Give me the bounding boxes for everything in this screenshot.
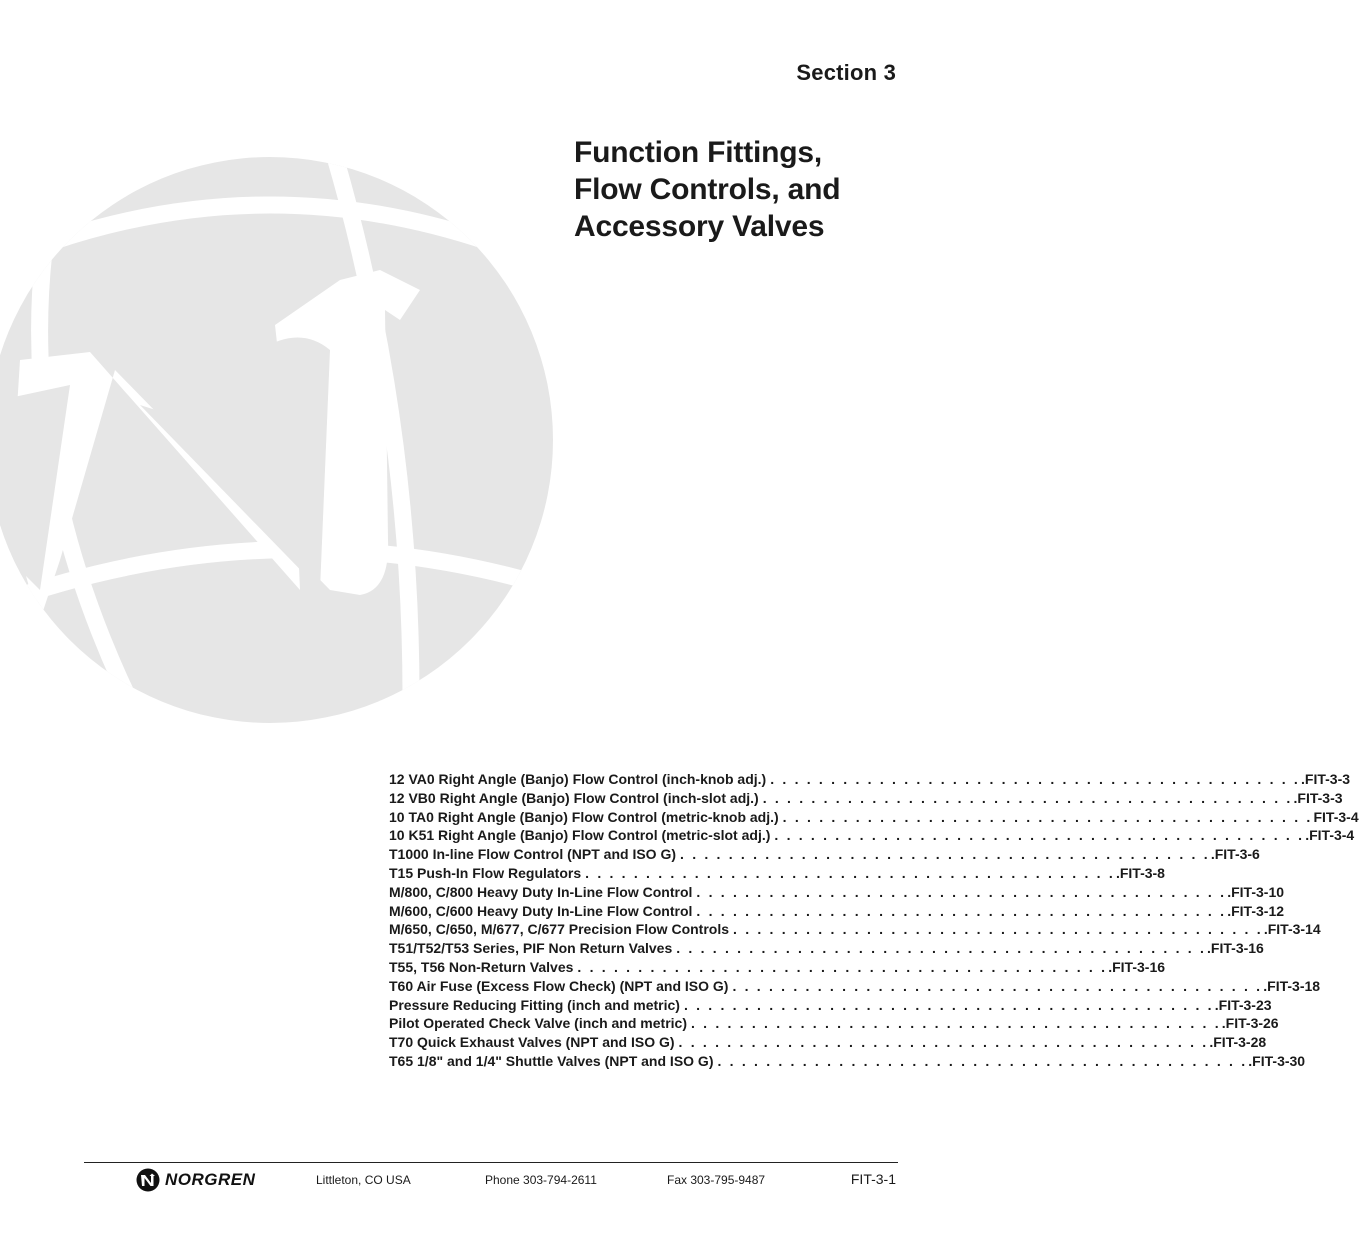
footer-phone: Phone 303-794-2611 <box>485 1173 597 1187</box>
toc-entry <box>389 845 1260 864</box>
toc-entry <box>389 1052 1306 1071</box>
toc-entry-page: .FIT-3-14 <box>1263 921 1321 938</box>
toc-leader-dots: . . . . . . . . . . . . . . . . . . . . . . . . . . . . . . . . . . . . . . . . . . . . <box>762 789 1293 806</box>
toc-leader-dots: . . . . . . . . . . . . . . . . . . . . . . . . . . . . . . . . . . . . . . . . . . . . <box>733 921 1263 938</box>
norgren-logo-icon <box>136 1168 160 1192</box>
toc-entry-title: Pilot Operated Check Valve (inch and metric) <box>389 1015 687 1032</box>
toc-entry-title: 12 VB0 Right Angle (Banjo) Flow Control (inch-slot adj.) <box>389 789 759 806</box>
toc-entry <box>389 902 1285 921</box>
toc-entry-title: T60 Air Fuse (Excess Flow Check) (NPT and ISO G) <box>389 977 729 994</box>
toc-entry-page: FIT-3-4 <box>1313 808 1359 825</box>
toc-entry-page: .FIT-3-12 <box>1227 902 1285 919</box>
toc-entry-page: .FIT-3-30 <box>1248 1052 1306 1069</box>
toc-entry-page: .FIT-3-8 <box>1115 864 1165 881</box>
toc-leader-dots: . . . . . . . . . . . . . . . . . . . . . . . . . . . . . . . . . . . . . . . . . . . . <box>676 940 1207 957</box>
norgren-logo <box>136 1168 255 1192</box>
section-label: Section 3 <box>796 60 896 85</box>
toc-leader-dots: . . . . . . . . . . . . . . . . . . . . . . . . . . . . . . . . . . . . . . . . . . . . <box>770 771 1301 787</box>
toc-entry <box>389 996 1272 1015</box>
toc-entry-page: .FIT-3-3 <box>1293 789 1343 806</box>
footer-divider <box>84 1162 898 1163</box>
toc-entry-title: 12 VA0 Right Angle (Banjo) Flow Control (inch-knob adj.) <box>389 771 767 787</box>
toc-entry-title: M/600, C/600 Heavy Duty In-Line Flow Control <box>389 902 693 919</box>
toc-leader-dots: . . . . . . . . . . . . . . . . . . . . . . . . . . . . . . . . . . . . . . . . . . . . <box>585 864 1115 881</box>
page-footer <box>0 1168 954 1192</box>
toc-leader-dots: . . . . . . . . . . . . . . . . . . . . . . . . . . . . . . . . . . . . . . . . . . . . <box>774 827 1305 844</box>
toc-entry-page: .FIT-3-26 <box>1221 1015 1279 1032</box>
toc-entry-title: T15 Push-In Flow Regulators <box>389 864 582 881</box>
toc-entry-page: .FIT-3-4 <box>1305 827 1355 844</box>
page-title <box>574 134 934 245</box>
toc-leader-dots: . . . . . . . . . . . . . . . . . . . . . . . . . . . . . . . . . . . . . . . . . . . . <box>680 846 1210 863</box>
toc-leader-dots: . . . . . . . . . . . . . . . . . . . . . . . . . . . . . . . . . . . . . . . . . . . . <box>577 958 1108 975</box>
toc-entry <box>389 883 1285 902</box>
page-number: FIT-3-1 <box>850 1171 896 1187</box>
toc-entry <box>389 977 1321 996</box>
toc-entry <box>389 808 1359 827</box>
toc-entry <box>389 864 1165 883</box>
toc-entry-title: M/800, C/800 Heavy Duty In-Line Flow Control <box>389 883 693 900</box>
toc-entry-title: T55, T56 Non-Return Valves <box>389 958 574 975</box>
toc-entry <box>389 920 1321 939</box>
table-of-contents <box>389 770 1359 1071</box>
title-line: Accessory Valves <box>574 210 825 243</box>
toc-leader-dots: . . . . . . . . . . . . . . . . . . . . . . . . . . . . . . . . . . . . . . . . . . . . <box>678 1034 1209 1051</box>
toc-entry <box>389 789 1343 808</box>
toc-entry-page: .FIT-3-28 <box>1209 1034 1267 1051</box>
toc-entry <box>389 958 1166 977</box>
norgren-globe-watermark-icon <box>0 120 560 760</box>
toc-entry <box>389 826 1355 845</box>
toc-entry-page: .FIT-3-3 <box>1301 771 1351 787</box>
toc-entry-page: .FIT-3-6 <box>1210 846 1260 863</box>
toc-entry-title: T65 1/8" and 1/4" Shuttle Valves (NPT and ISO G) <box>389 1052 714 1069</box>
toc-entry-title: 10 K51 Right Angle (Banjo) Flow Control (metric-slot adj.) <box>389 827 771 844</box>
toc-entry-title: M/650, C/650, M/677, C/677 Precision Flow Controls <box>389 921 730 938</box>
toc-entry <box>389 770 1351 789</box>
toc-entry-title: T1000 In-line Flow Control (NPT and ISO G) <box>389 846 677 863</box>
toc-leader-dots: . . . . . . . . . . . . . . . . . . . . . . . . . . . . . . . . . . . . . . . . . . . . <box>683 996 1214 1013</box>
toc-entry <box>389 1033 1267 1052</box>
toc-leader-dots: . . . . . . . . . . . . . . . . . . . . . . . . . . . . . . . . . . . . . . . . . . . . <box>696 902 1227 919</box>
toc-entry-title: T70 Quick Exhaust Valves (NPT and ISO G) <box>389 1034 675 1051</box>
toc-leader-dots: . . . . . . . . . . . . . . . . . . . . . . . . . . . . . . . . . . . . . . . . . . . . <box>732 977 1263 994</box>
toc-leader-dots: . . . . . . . . . . . . . . . . . . . . . . . . . . . . . . . . . . . . . . . . . . . . <box>690 1015 1221 1032</box>
toc-entry-page: .FIT-3-16 <box>1108 958 1166 975</box>
toc-entry-title: T51/T52/T53 Series, PIF Non Return Valves <box>389 940 673 957</box>
toc-entry <box>389 939 1264 958</box>
toc-entry-title: 10 TA0 Right Angle (Banjo) Flow Control (metric-knob adj.) <box>389 808 779 825</box>
toc-entry-page: .FIT-3-18 <box>1263 977 1321 994</box>
footer-fax: Fax 303-795-9487 <box>667 1173 766 1187</box>
footer-location: Littleton, CO USA <box>316 1173 411 1187</box>
toc-entry <box>389 1014 1279 1033</box>
toc-entry-page: .FIT-3-23 <box>1214 996 1272 1013</box>
title-line: Flow Controls, and <box>574 173 841 206</box>
toc-entry-page: .FIT-3-10 <box>1227 883 1285 900</box>
toc-entry-page: .FIT-3-16 <box>1207 940 1264 957</box>
toc-leader-dots: . . . . . . . . . . . . . . . . . . . . . . . . . . . . . . . . . . . . . . . . . . . . <box>782 808 1313 825</box>
toc-leader-dots: . . . . . . . . . . . . . . . . . . . . . . . . . . . . . . . . . . . . . . . . . . . . <box>717 1052 1248 1069</box>
toc-leader-dots: . . . . . . . . . . . . . . . . . . . . . . . . . . . . . . . . . . . . . . . . . . . . <box>696 883 1227 900</box>
toc-entry-title: Pressure Reducing Fitting (inch and metric) <box>389 996 680 1013</box>
title-line: Function Fittings, <box>574 136 823 169</box>
logo-text: NORGREN <box>165 1170 256 1189</box>
